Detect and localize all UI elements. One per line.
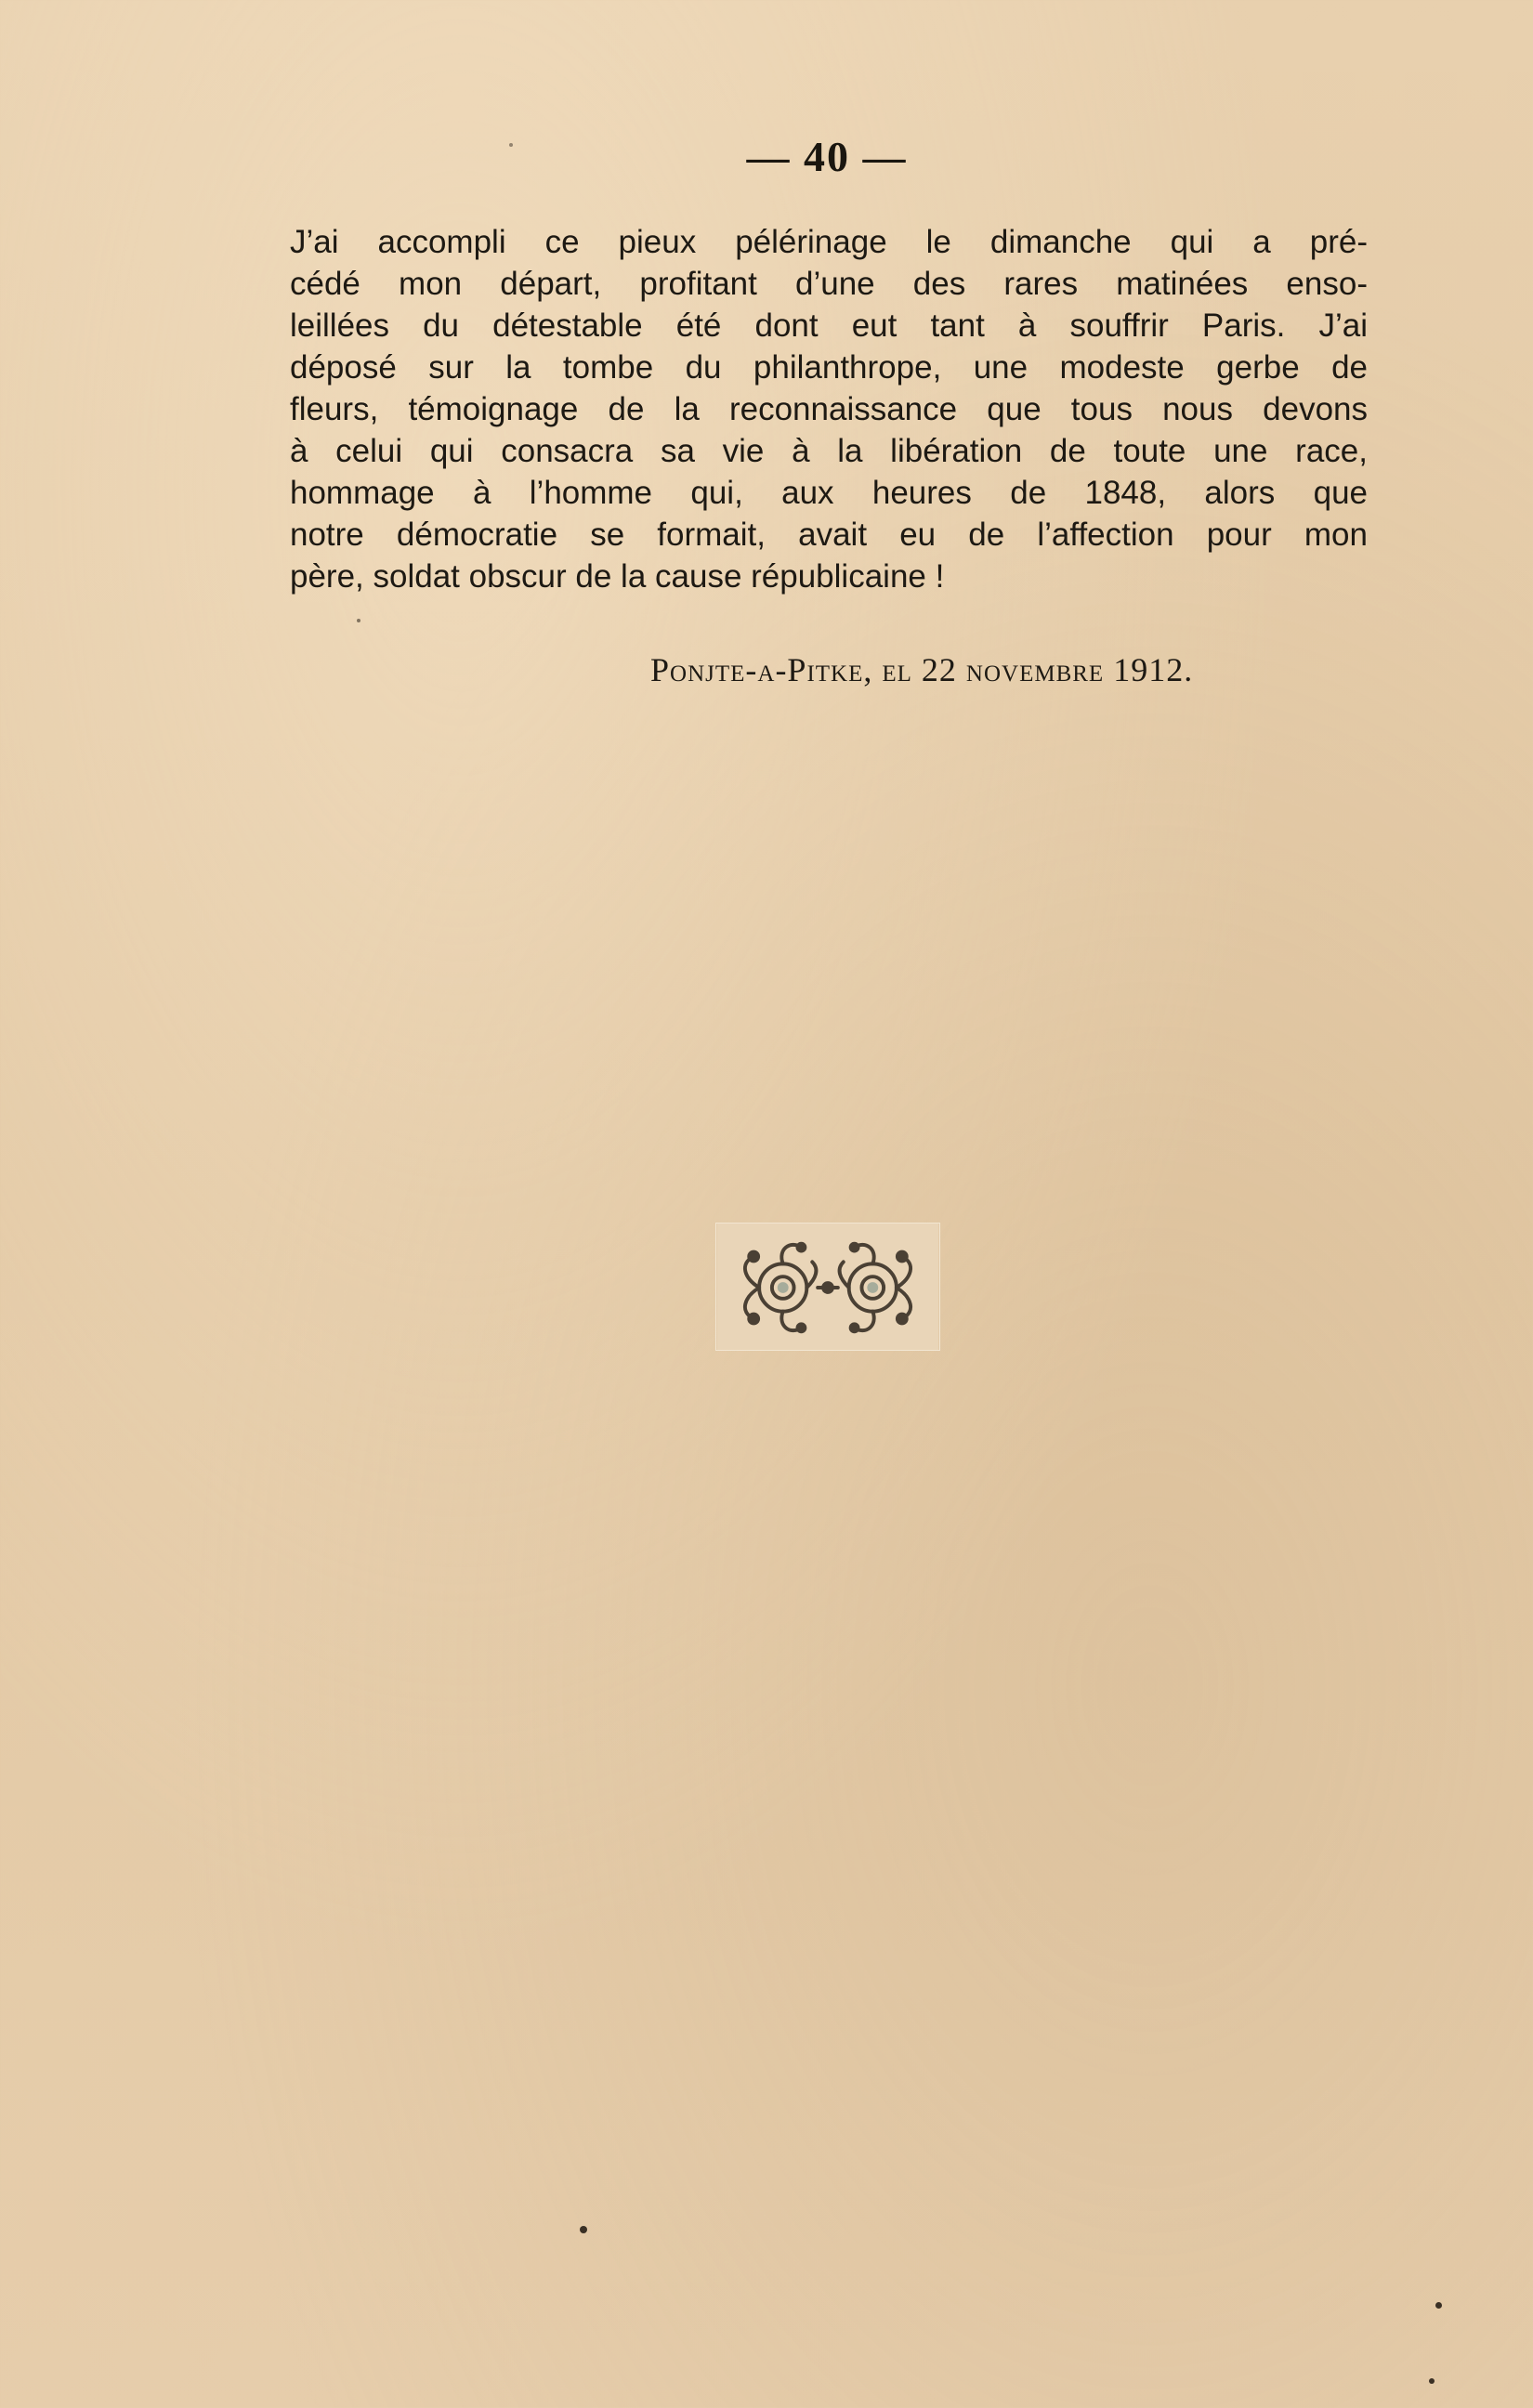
paragraph-line: hommage à l’homme qui, aux heures de 1848, alors que: [290, 475, 1368, 511]
page-number: — 40 —: [746, 133, 908, 180]
paper-speck: [580, 2226, 587, 2233]
paper-speck: [357, 619, 360, 622]
paragraph-line: leillées du détestable été dont eut tant à souffrir Paris. J’ai: [290, 308, 1368, 344]
paragraph-line: notre démocratie se formait, avait eu de l’affection pour mon: [290, 517, 1368, 553]
paragraph-line: à celui qui consacra sa vie à la libération de toute une race,: [290, 433, 1368, 469]
body-paragraph: [290, 221, 1368, 597]
place-date-signature: Ponjte-a-Pitke, el 22 novembre 1912.: [650, 651, 1194, 688]
paragraph-line: père, soldat obscur de la cause républicaine !: [290, 558, 945, 595]
paper-speck: [509, 143, 513, 147]
paragraph-line: cédé mon départ, profitant d’une des rares matinées enso-: [290, 266, 1368, 302]
paper-speck: [1435, 2302, 1442, 2309]
paragraph-line: J’ai accompli ce pieux pélérinage le dimanche qui a pré-: [290, 224, 1368, 260]
paragraph-line: fleurs, témoignage de la reconnaissance que tous nous devons: [290, 391, 1368, 427]
paper-speck: [1429, 2378, 1435, 2384]
floral-ornament-icon: [715, 1223, 940, 1351]
paragraph-line: déposé sur la tombe du philanthrope, une modeste gerbe de: [290, 349, 1368, 386]
